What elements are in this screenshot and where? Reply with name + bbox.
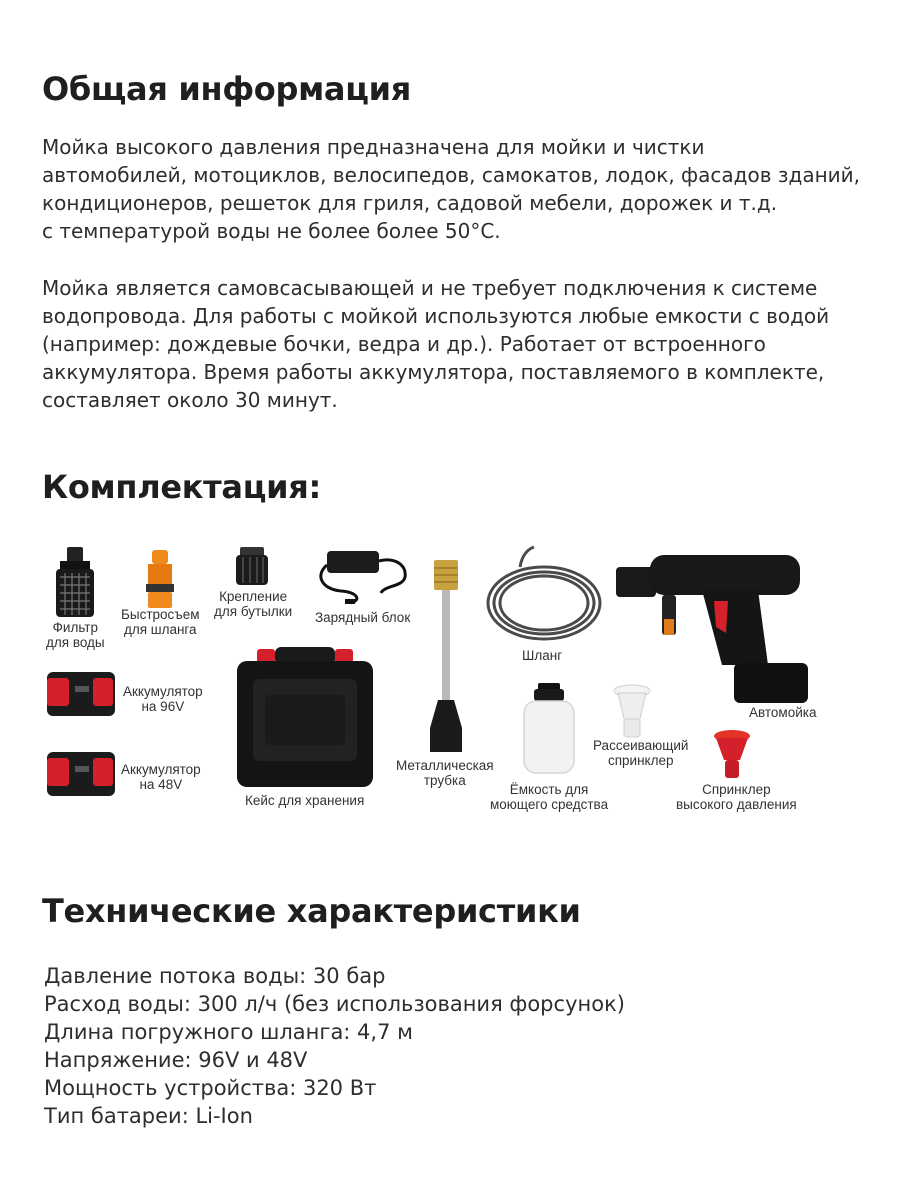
text-line: водопровода. Для работы с мойкой используются любые емкости с водой xyxy=(42,304,830,328)
kit-label-filter: Фильтр для воды xyxy=(46,620,105,650)
section-title-kit: Комплектация: xyxy=(42,468,321,506)
kit-label-spray-nozzle: Рассеивающий спринклер xyxy=(593,738,689,768)
kit-label-high-pressure: Спринклер высокого давления xyxy=(676,782,797,812)
text-line: (например: дождевые бочки, ведра и др.). Работает от встроенного xyxy=(42,332,766,356)
spec-line: Расход воды: 300 л/ч (без использования форсунок) xyxy=(44,992,625,1016)
kit-label-case: Кейс для хранения xyxy=(245,793,365,808)
specs-list xyxy=(44,962,625,1130)
kit-label-quick-connector: Быстросъем для шланга xyxy=(121,607,200,637)
section-title-general: Общая информация xyxy=(42,70,412,108)
kit-label-bottle-mount: Крепление для бутылки xyxy=(214,589,293,619)
kit-label-battery-96v: Аккумулятор на 96V xyxy=(123,684,203,714)
text-line: аккумулятора. Время работы аккумулятора, поставляемого в комплекте, xyxy=(42,360,825,384)
general-paragraph-1 xyxy=(42,133,872,245)
high-pressure-nozzle-icon xyxy=(712,728,752,780)
text-line: автомобилей, мотоциклов, велосипедов, самокатов, лодок, фасадов зданий, xyxy=(42,163,861,187)
kit-label-charger: Зарядный блок xyxy=(315,610,411,625)
text-line: Мойка является самовсасывающей и не требует подключения к системе xyxy=(42,276,818,300)
battery-48v-icon xyxy=(45,748,117,798)
kit-label-hose: Шланг xyxy=(522,648,563,663)
kit-label-tube: Металлическая трубка xyxy=(396,758,494,788)
text-line: с температурой воды не более более 50°С. xyxy=(42,219,501,243)
spec-line: Длина погружного шланга: 4,7 м xyxy=(44,1020,413,1044)
spec-line: Давление потока воды: 30 бар xyxy=(44,964,386,988)
charger-icon xyxy=(315,545,415,607)
kit-label-gun: Автомойка xyxy=(749,705,817,720)
water-filter-icon xyxy=(50,545,100,620)
text-line: кондиционеров, решеток для гриля, садовой мебели, дорожек и т.д. xyxy=(42,191,778,215)
quick-connector-icon xyxy=(140,550,180,610)
spray-nozzle-icon xyxy=(612,683,652,739)
hose-icon xyxy=(480,545,610,645)
spec-line: Мощность устройства: 320 Вт xyxy=(44,1076,377,1100)
spec-line: Тип батареи: Li-Ion xyxy=(44,1104,253,1128)
bottle-mount-icon xyxy=(232,545,272,587)
kit-label-battery-48v: Аккумулятор на 48V xyxy=(121,762,201,792)
pressure-washer-gun-icon xyxy=(610,545,810,705)
text-line: Мойка высокого давления предназначена для мойки и чистки xyxy=(42,135,705,159)
metal-tube-icon xyxy=(418,560,474,760)
detergent-bottle-icon xyxy=(520,683,578,775)
storage-case-icon xyxy=(235,645,375,790)
section-title-specs: Технические характеристики xyxy=(42,892,581,930)
spec-line: Напряжение: 96V и 48V xyxy=(44,1048,308,1072)
kit-label-detergent: Ёмкость для моющего средства xyxy=(490,782,609,812)
battery-96v-icon xyxy=(45,668,117,718)
text-line: составляет около 30 минут. xyxy=(42,388,338,412)
general-paragraph-2 xyxy=(42,274,872,414)
